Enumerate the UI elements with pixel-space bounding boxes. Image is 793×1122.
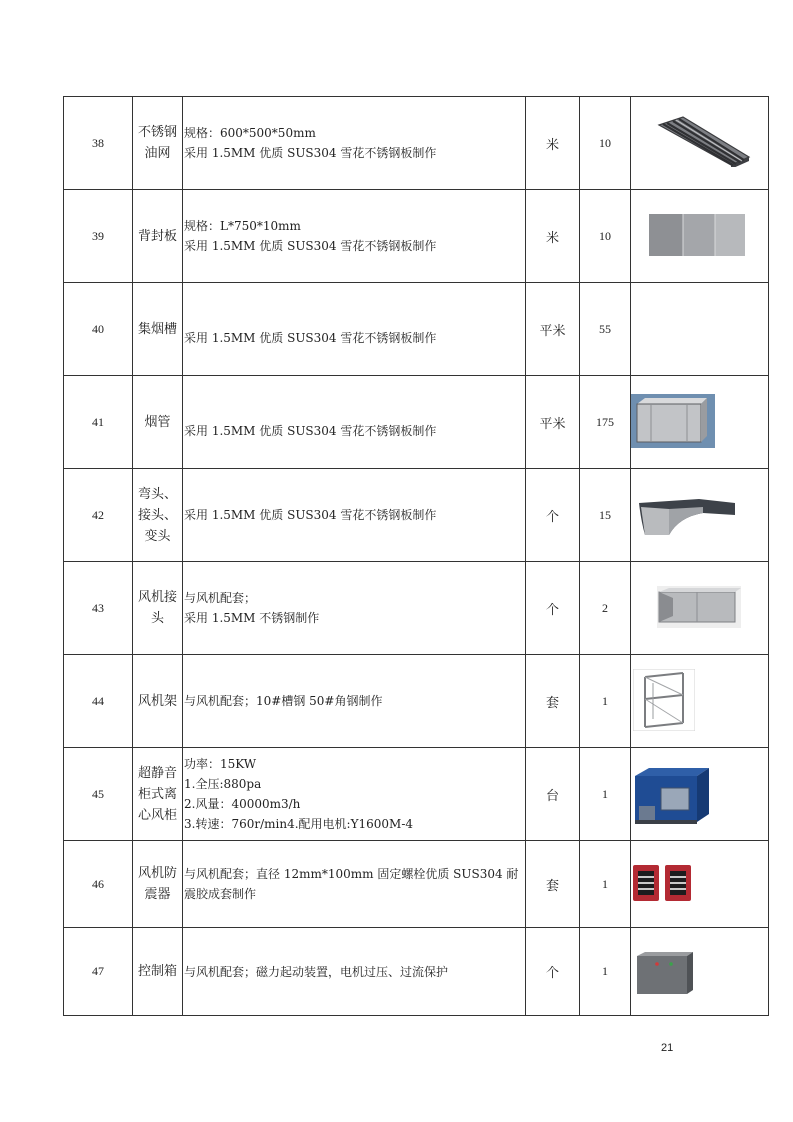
item-spec — [183, 97, 526, 190]
row-number: 40 — [64, 283, 133, 376]
elbow-icon — [639, 495, 739, 541]
row-number: 39 — [64, 190, 133, 283]
fan-cabinet-icon — [631, 766, 709, 826]
grease-filter-icon — [651, 115, 751, 167]
item-name: 风机防震器 — [133, 841, 183, 928]
item-image-cell — [631, 97, 769, 190]
item-quantity: 1 — [580, 841, 631, 928]
spec-line: 采用 1.5MM 优质 SUS304 雪花不锈钢板制作 — [184, 331, 437, 345]
item-spec — [183, 562, 526, 655]
item-quantity: 15 — [580, 469, 631, 562]
item-name: 背封板 — [133, 190, 183, 283]
table-row — [64, 562, 769, 655]
spec-line: 采用 1.5MM 优质 SUS304 雪花不锈钢板制作 — [184, 424, 437, 438]
table-row — [64, 283, 769, 376]
item-name: 风机架 — [133, 655, 183, 748]
spec-line: 与风机配套； — [184, 591, 257, 605]
item-image-cell — [631, 376, 769, 469]
item-image-cell — [631, 748, 769, 841]
table-row — [64, 469, 769, 562]
item-spec — [183, 469, 526, 562]
row-number: 43 — [64, 562, 133, 655]
item-spec — [183, 283, 526, 376]
item-quantity: 175 — [580, 376, 631, 469]
item-quantity: 10 — [580, 190, 631, 283]
shock-absorber-icon — [631, 861, 693, 905]
duct-icon — [631, 394, 715, 448]
spec-line: 规格：600*500*50mm — [184, 126, 316, 140]
item-image-cell — [631, 928, 769, 1016]
item-image-cell — [631, 841, 769, 928]
item-unit: 米 — [526, 190, 580, 283]
item-unit: 米 — [526, 97, 580, 190]
spec-line: 与风机配套；磁力起动装置，电机过压、过流保护 — [184, 964, 449, 979]
item-unit: 个 — [526, 469, 580, 562]
row-number: 42 — [64, 469, 133, 562]
item-quantity: 2 — [580, 562, 631, 655]
spec-line: 震胶成套制作 — [184, 887, 257, 901]
item-name: 不锈钢油网 — [133, 97, 183, 190]
item-name: 烟管 — [133, 376, 183, 469]
spec-line: 规格：L*750*10mm — [184, 219, 301, 233]
item-name: 弯头、接头、变头 — [133, 469, 183, 562]
item-spec — [183, 376, 526, 469]
item-image-cell — [631, 190, 769, 283]
item-name: 控制箱 — [133, 928, 183, 1016]
spec-line: 采用 1.5MM 优质 SUS304 雪花不锈钢板制作 — [184, 146, 437, 160]
item-quantity: 1 — [580, 748, 631, 841]
item-unit: 平米 — [526, 376, 580, 469]
spec-line: 1.全压:880pa — [184, 777, 262, 791]
spec-line: 采用 1.5MM 优质 SUS304 雪花不锈钢板制作 — [184, 239, 437, 253]
table-row — [64, 376, 769, 469]
table-row — [64, 748, 769, 841]
row-number: 38 — [64, 97, 133, 190]
item-spec — [183, 928, 526, 1016]
item-quantity: 1 — [580, 928, 631, 1016]
row-number: 46 — [64, 841, 133, 928]
spec-line: 采用 1.5MM 不锈钢制作 — [184, 611, 320, 625]
spec-line: 采用 1.5MM 优质 SUS304 雪花不锈钢板制作 — [184, 508, 437, 522]
item-unit: 个 — [526, 562, 580, 655]
row-number: 41 — [64, 376, 133, 469]
table-row — [64, 928, 769, 1016]
table-row — [64, 190, 769, 283]
item-image-cell — [631, 655, 769, 748]
table-row — [64, 655, 769, 748]
item-spec — [183, 655, 526, 748]
spec-line: 功率：15KW — [184, 757, 257, 771]
item-unit: 套 — [526, 655, 580, 748]
item-spec — [183, 841, 526, 928]
spec-line: 与风机配套；直径 12mm*100mm 固定螺栓优质 SUS304 耐 — [184, 867, 519, 881]
item-quantity: 55 — [580, 283, 631, 376]
item-image-cell — [631, 562, 769, 655]
item-unit: 台 — [526, 748, 580, 841]
item-unit: 平米 — [526, 283, 580, 376]
item-name: 风机接头 — [133, 562, 183, 655]
item-spec — [183, 748, 526, 841]
item-unit: 个 — [526, 928, 580, 1016]
equipment-table — [63, 96, 769, 1016]
control-box-icon — [633, 950, 693, 996]
item-image-cell — [631, 283, 769, 376]
row-number: 47 — [64, 928, 133, 1016]
item-name: 超静音柜式离心风柜 — [133, 748, 183, 841]
item-name: 集烟槽 — [133, 283, 183, 376]
item-quantity: 1 — [580, 655, 631, 748]
item-spec — [183, 190, 526, 283]
row-number: 44 — [64, 655, 133, 748]
fan-frame-icon — [633, 669, 695, 731]
item-quantity: 10 — [580, 97, 631, 190]
item-unit: 套 — [526, 841, 580, 928]
row-number: 45 — [64, 748, 133, 841]
fan-connector-icon — [657, 586, 741, 628]
item-image-cell — [631, 469, 769, 562]
table-row — [64, 841, 769, 928]
table-row — [64, 97, 769, 190]
spec-line: 3.转速：760r/min4.配用电机:Y1600M-4 — [184, 817, 414, 831]
spec-line: 2.风量：40000m3/h — [184, 797, 301, 811]
page-number: 21 — [661, 1042, 674, 1054]
spec-line: 与风机配套；10#槽钢 50#角钢制作 — [184, 694, 383, 708]
back-panel-icon — [649, 214, 745, 256]
